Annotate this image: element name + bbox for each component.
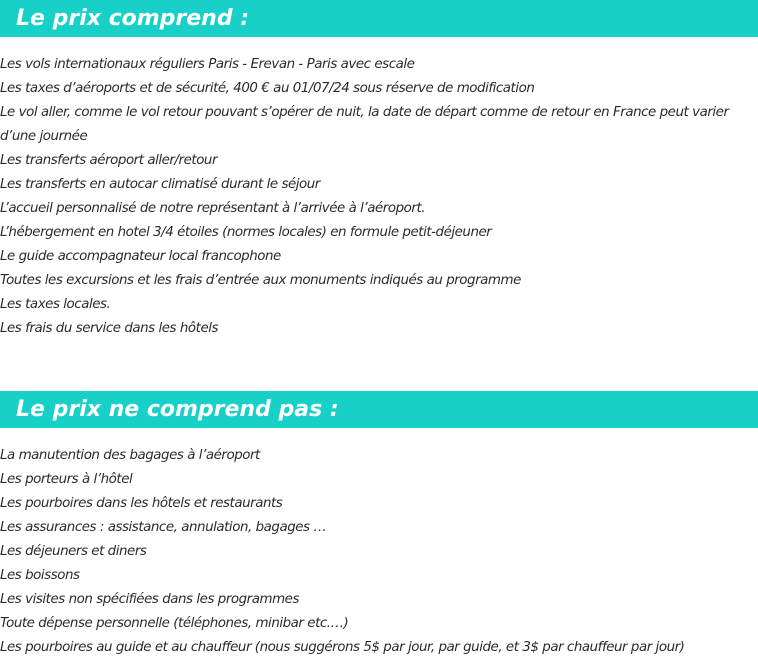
list-item: L’hébergement en hotel 3/4 étoiles (normes locales) en formule petit-déjeuner <box>0 225 492 240</box>
list-item: Les visites non spécifiées dans les programmes <box>0 592 299 607</box>
list-item: L’accueil personnalisé de notre représentant à l’arrivée à l’aéroport. <box>0 201 426 216</box>
list-item: Les frais du service dans les hôtels <box>0 321 219 336</box>
list-item: Les assurances : assistance, annulation, bagages … <box>0 520 327 535</box>
list-item: Les déjeuners et diners <box>0 544 147 559</box>
list-item: Le vol aller, comme le vol retour pouvant s’opérer de nuit, la date de départ comme de retour en France peut varier d’une journée <box>0 105 729 144</box>
list-item: Les transferts aéroport aller/retour <box>0 153 218 168</box>
list-item: Les vols internationaux réguliers Paris - Erevan - Paris avec escale <box>0 57 415 72</box>
list-item: Les pourboires au guide et au chauffeur (nous suggérons 5$ par jour, par guide, et 3$ par chauffeur par jour) <box>0 640 685 655</box>
list-item: Les taxes locales. <box>0 297 111 312</box>
excludes-section-title: Le prix ne comprend pas : <box>0 391 758 428</box>
list-item: Les taxes d’aéroports et de sécurité, 400 € au 01/07/24 sous réserve de modification <box>0 81 535 96</box>
includes-list <box>0 53 758 341</box>
list-item: Les pourboires dans les hôtels et restaurants <box>0 496 283 511</box>
list-item: Les boissons <box>0 568 80 583</box>
list-item: La manutention des bagages à l’aéroport <box>0 448 260 463</box>
list-item: Toute dépense personnelle (téléphones, minibar etc.…) <box>0 616 349 631</box>
list-item: Le guide accompagnateur local francophone <box>0 249 281 264</box>
includes-section-title: Le prix comprend : <box>0 0 758 37</box>
list-item: Les porteurs à l’hôtel <box>0 472 133 487</box>
excludes-list <box>0 444 758 660</box>
list-item: Toutes les excursions et les frais d’entrée aux monuments indiqués au programme <box>0 273 521 288</box>
list-item: Les transferts en autocar climatisé durant le séjour <box>0 177 320 192</box>
